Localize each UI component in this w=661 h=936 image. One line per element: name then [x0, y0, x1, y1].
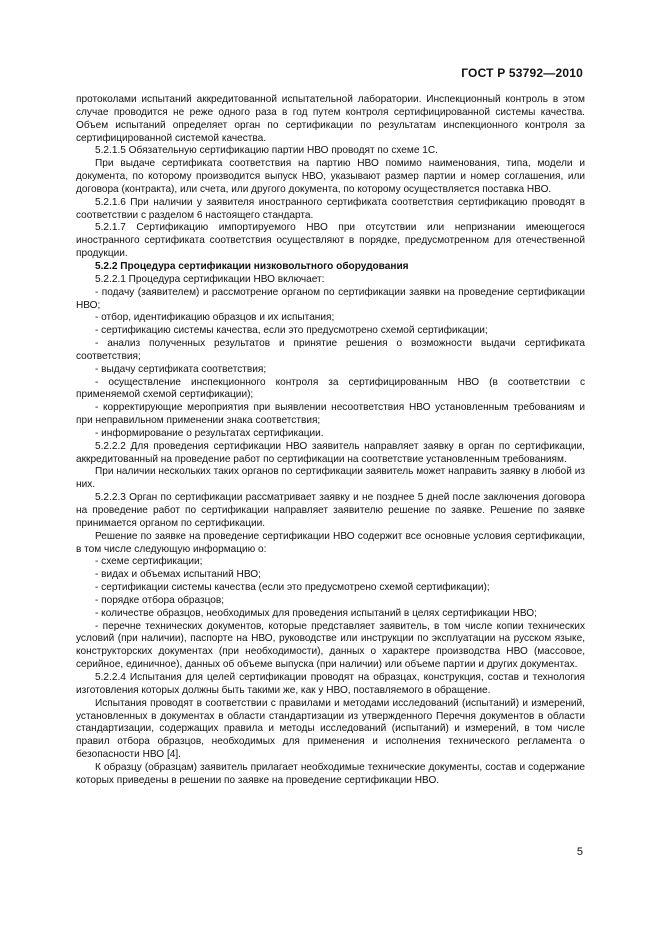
paragraph: - порядке отбора образцов;	[95, 594, 225, 606]
paragraph: - видах и объемах испытаний НВО;	[95, 569, 261, 581]
paragraph: 5.2.2.3 Орган по сертификации рассматривает заявку и не позднее 5 дней после заключения договора на проведение работ по сертификации направляет заявителю решение по заявке. Решение по заявке принимается органом по сертификации.	[76, 492, 585, 529]
paragraph: 5.2.1.5 Обязательную сертификацию партии НВО проводят по схеме 1С.	[95, 145, 438, 157]
paragraph: 5.2.1.7 Сертификацию импортируемого НВО при отсутствии или непризнании имеющегося иностранного сертификата соответствия осуществляют в порядке, предусмотренном для отечественной продукции.	[76, 222, 585, 260]
paragraph: При наличии нескольких таких органов по сертификации заявитель может направить заявку в любой из них.	[76, 466, 585, 491]
paragraph: 5.2.2.1 Процедура сертификации НВО включает:	[95, 273, 325, 285]
paragraph: - осуществление инспекционного контроля за сертифицированным НВО (в соответствии с применяемой схемой сертификации);	[76, 376, 585, 401]
page-number: 5	[576, 846, 583, 858]
paragraph: - сертификацию системы качества, если это предусмотрено схемой сертификации;	[95, 325, 488, 337]
paragraph: 5.2.2.2 Для проведения сертификации НВО заявитель направляет заявку в орган по сертификации, аккредитованный на проведение работ по сертификации на соответствие установленным требованиям.	[76, 440, 585, 465]
paragraph: - выдачу сертификата соответствия;	[95, 363, 267, 375]
paragraph: При выдаче сертификата соответствия на партию НВО помимо наименования, типа, модели и документа, по которому производится выпуск НВО, указывают размер партии и номер соглашения, или договора (контракта), или счета, или другого документа, по которому осуществляется поставка НВО.	[76, 158, 585, 195]
paragraph: Решение по заявке на проведение сертификации НВО содержит все основные условия сертификации, в том числе следующую информацию о:	[76, 530, 585, 555]
section-heading: 5.2.2 Процедура сертификации низковольтного оборудования	[95, 260, 409, 272]
paragraph: Испытания проводят в соответствии с правилами и методами исследований (испытаний) и измерений, установленных в документах в области стандартизации из утвержденного Перечня документов в области стандартизации, содержащих правила и методы исследований (испытаний) и измерений, в том числе правил отбора образцов, необходимых для применения и исполнения технического регламента о безопасности НВО [4].	[76, 697, 585, 761]
paragraph: 5.2.1.6 При наличии у заявителя иностранного сертификата соответствия сертификацию проводят в соответствии с разделом 6 настоящего стандарта.	[76, 196, 585, 221]
paragraph: - корректирующие мероприятия при выявлении несоответствия НВО установленным требованиям и при неправильном применении знака соответствия;	[76, 402, 585, 427]
paragraph: - подачу (заявителем) и рассмотрение органом по сертификации заявки на проведение сертификации НВО;	[76, 286, 585, 311]
paragraph: - схеме сертификации;	[95, 556, 203, 568]
paragraph: - перечне технических документов, которые представляет заявитель, в том числе копии технических условий (при наличии), паспорте на НВО, руководстве или инструкции по эксплуатации на русском языке, конструкторских документах (при необходимости), данных о характере производства НВО (массовое, серийное, единичное), данных об объеме выпуска (при наличии) или объеме партии и других документах.	[76, 620, 585, 671]
paragraph: протоколами испытаний аккредитованной испытательной лаборатории. Инспекционный контроль в этом случае проводится не реже одного раза в год путем контроля сертифицированной системы качества. Объем испытаний определяет орган по сертификации по результатам инспекционного контроля за сертифицированной системой качества.	[76, 94, 585, 144]
document-body	[76, 94, 585, 788]
paragraph: - отбор, идентификацию образцов и их испытания;	[95, 312, 335, 324]
paragraph: К образцу (образцам) заявитель прилагает необходимые технические документы, состав и содержание которых приведены в решении по заявке на проведение сертификации НВО.	[76, 761, 585, 786]
paragraph: - сертификации системы качества (если это предусмотрено схемой сертификации);	[95, 582, 490, 594]
paragraph: - анализ полученных результатов и принятие решения о возможности выдачи сертификата соответствия;	[76, 338, 585, 362]
paragraph: 5.2.2.4 Испытания для целей сертификации проводят на образцах, конструкция, состав и технология изготовления которых должны быть такими же, как у НВО, поставляемого в обращение.	[76, 671, 585, 696]
document-header	[461, 66, 583, 80]
paragraph: - информирование о результатах сертификации.	[95, 427, 324, 439]
paragraph: - количестве образцов, необходимых для проведения испытаний в целях сертификации НВО;	[95, 607, 537, 619]
standard-title: ГОСТ Р 53792—2010	[461, 66, 583, 80]
